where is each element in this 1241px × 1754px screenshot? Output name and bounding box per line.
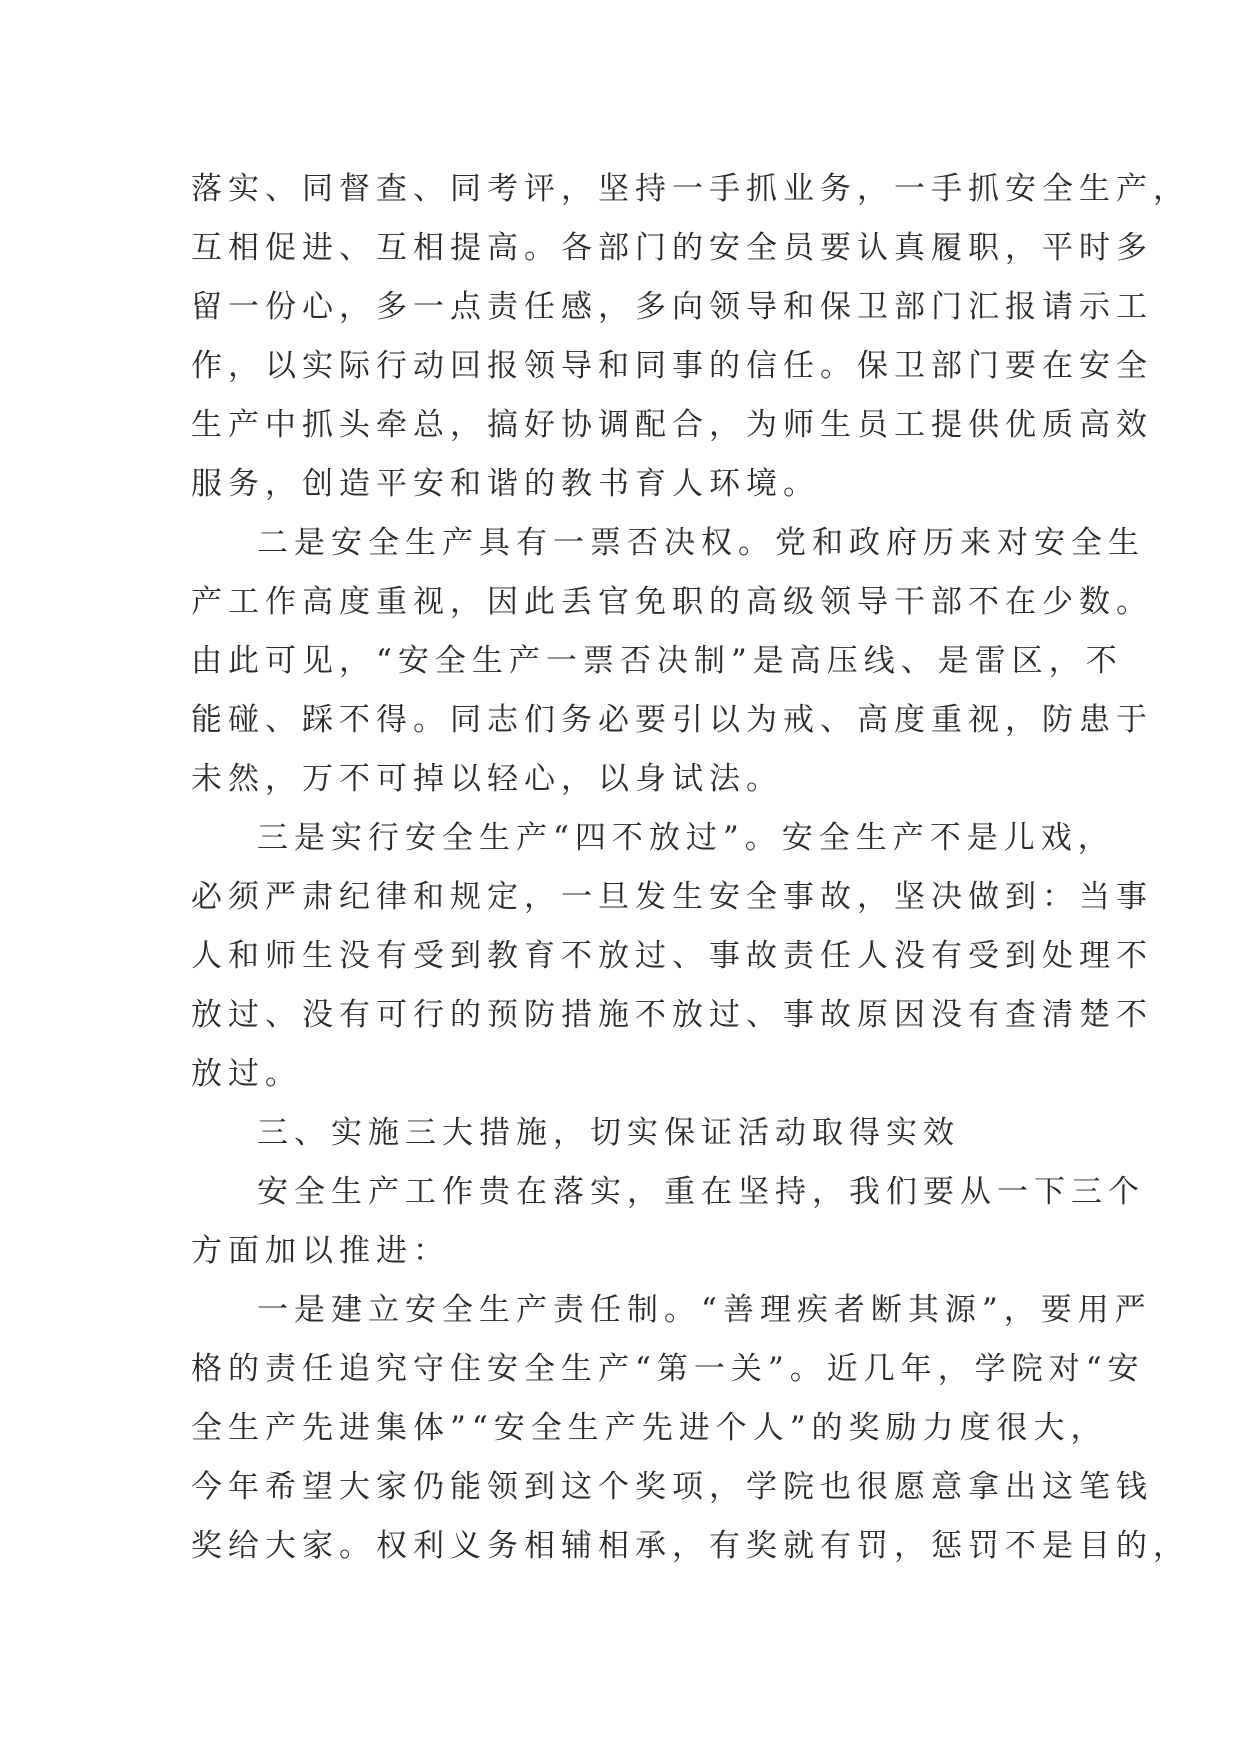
text-line: 放过。 xyxy=(191,1056,302,1092)
text-line: 未然，万不可掉以轻心，以身试法。 xyxy=(191,761,783,797)
text-line: 产工作高度重视，因此丢官免职的高级领导干部不在少数。 xyxy=(191,584,1153,620)
text-line: 人和师生没有受到教育不放过、事故责任人没有受到处理不 xyxy=(191,938,1153,974)
text-line: 格的责任追究守住安全生产“第一关”。近几年，学院对“安 xyxy=(191,1351,1145,1387)
text-line: 三是实行安全生产“四不放过”。安全生产不是儿戏， xyxy=(257,820,1115,856)
text-line: 全生产先进集体”“安全生产先进个人”的奖励力度很大， xyxy=(191,1410,1108,1446)
text-line: 服务，创造平安和谐的教书育人环境。 xyxy=(191,466,820,502)
text-line: 方面加以推进： xyxy=(191,1233,450,1269)
text-line: 落实、同督查、同考评，坚持一手抓业务，一手抓安全生产， xyxy=(191,171,1190,207)
text-line: 今年希望大家仍能领到这个奖项，学院也很愿意拿出这笔钱 xyxy=(191,1469,1153,1505)
text-line: 安全生产工作贵在落实，重在坚持，我们要从一下三个 xyxy=(257,1174,1145,1210)
text-line: 奖给大家。权利义务相辅相承，有奖就有罚，惩罚不是目的， xyxy=(191,1528,1190,1564)
text-line: 放过、没有可行的预防措施不放过、事故原因没有查清楚不 xyxy=(191,997,1153,1033)
text-line: 互相促进、互相提高。各部门的安全员要认真履职，平时多 xyxy=(191,230,1153,266)
body-text xyxy=(191,160,1190,1576)
text-line: 三、实施三大措施，切实保证活动取得实效 xyxy=(257,1115,960,1151)
text-line: 二是安全生产具有一票否决权。党和政府历来对安全生 xyxy=(257,525,1145,561)
text-line: 一是建立安全生产责任制。“善理疾者断其源”，要用严 xyxy=(257,1292,1152,1328)
text-line: 作，以实际行动回报领导和同事的信任。保卫部门要在安全 xyxy=(191,348,1153,384)
text-line: 能碰、踩不得。同志们务必要引以为戒、高度重视，防患于 xyxy=(191,702,1153,738)
text-line: 由此可见，“安全生产一票否决制”是高压线、是雷区，不 xyxy=(191,643,1123,679)
text-line: 生产中抓头牵总，搞好协调配合，为师生员工提供优质高效 xyxy=(191,407,1153,443)
text-line: 留一份心，多一点责任感，多向领导和保卫部门汇报请示工 xyxy=(191,289,1153,325)
text-line: 必须严肃纪律和规定，一旦发生安全事故，坚决做到：当事 xyxy=(191,879,1153,915)
